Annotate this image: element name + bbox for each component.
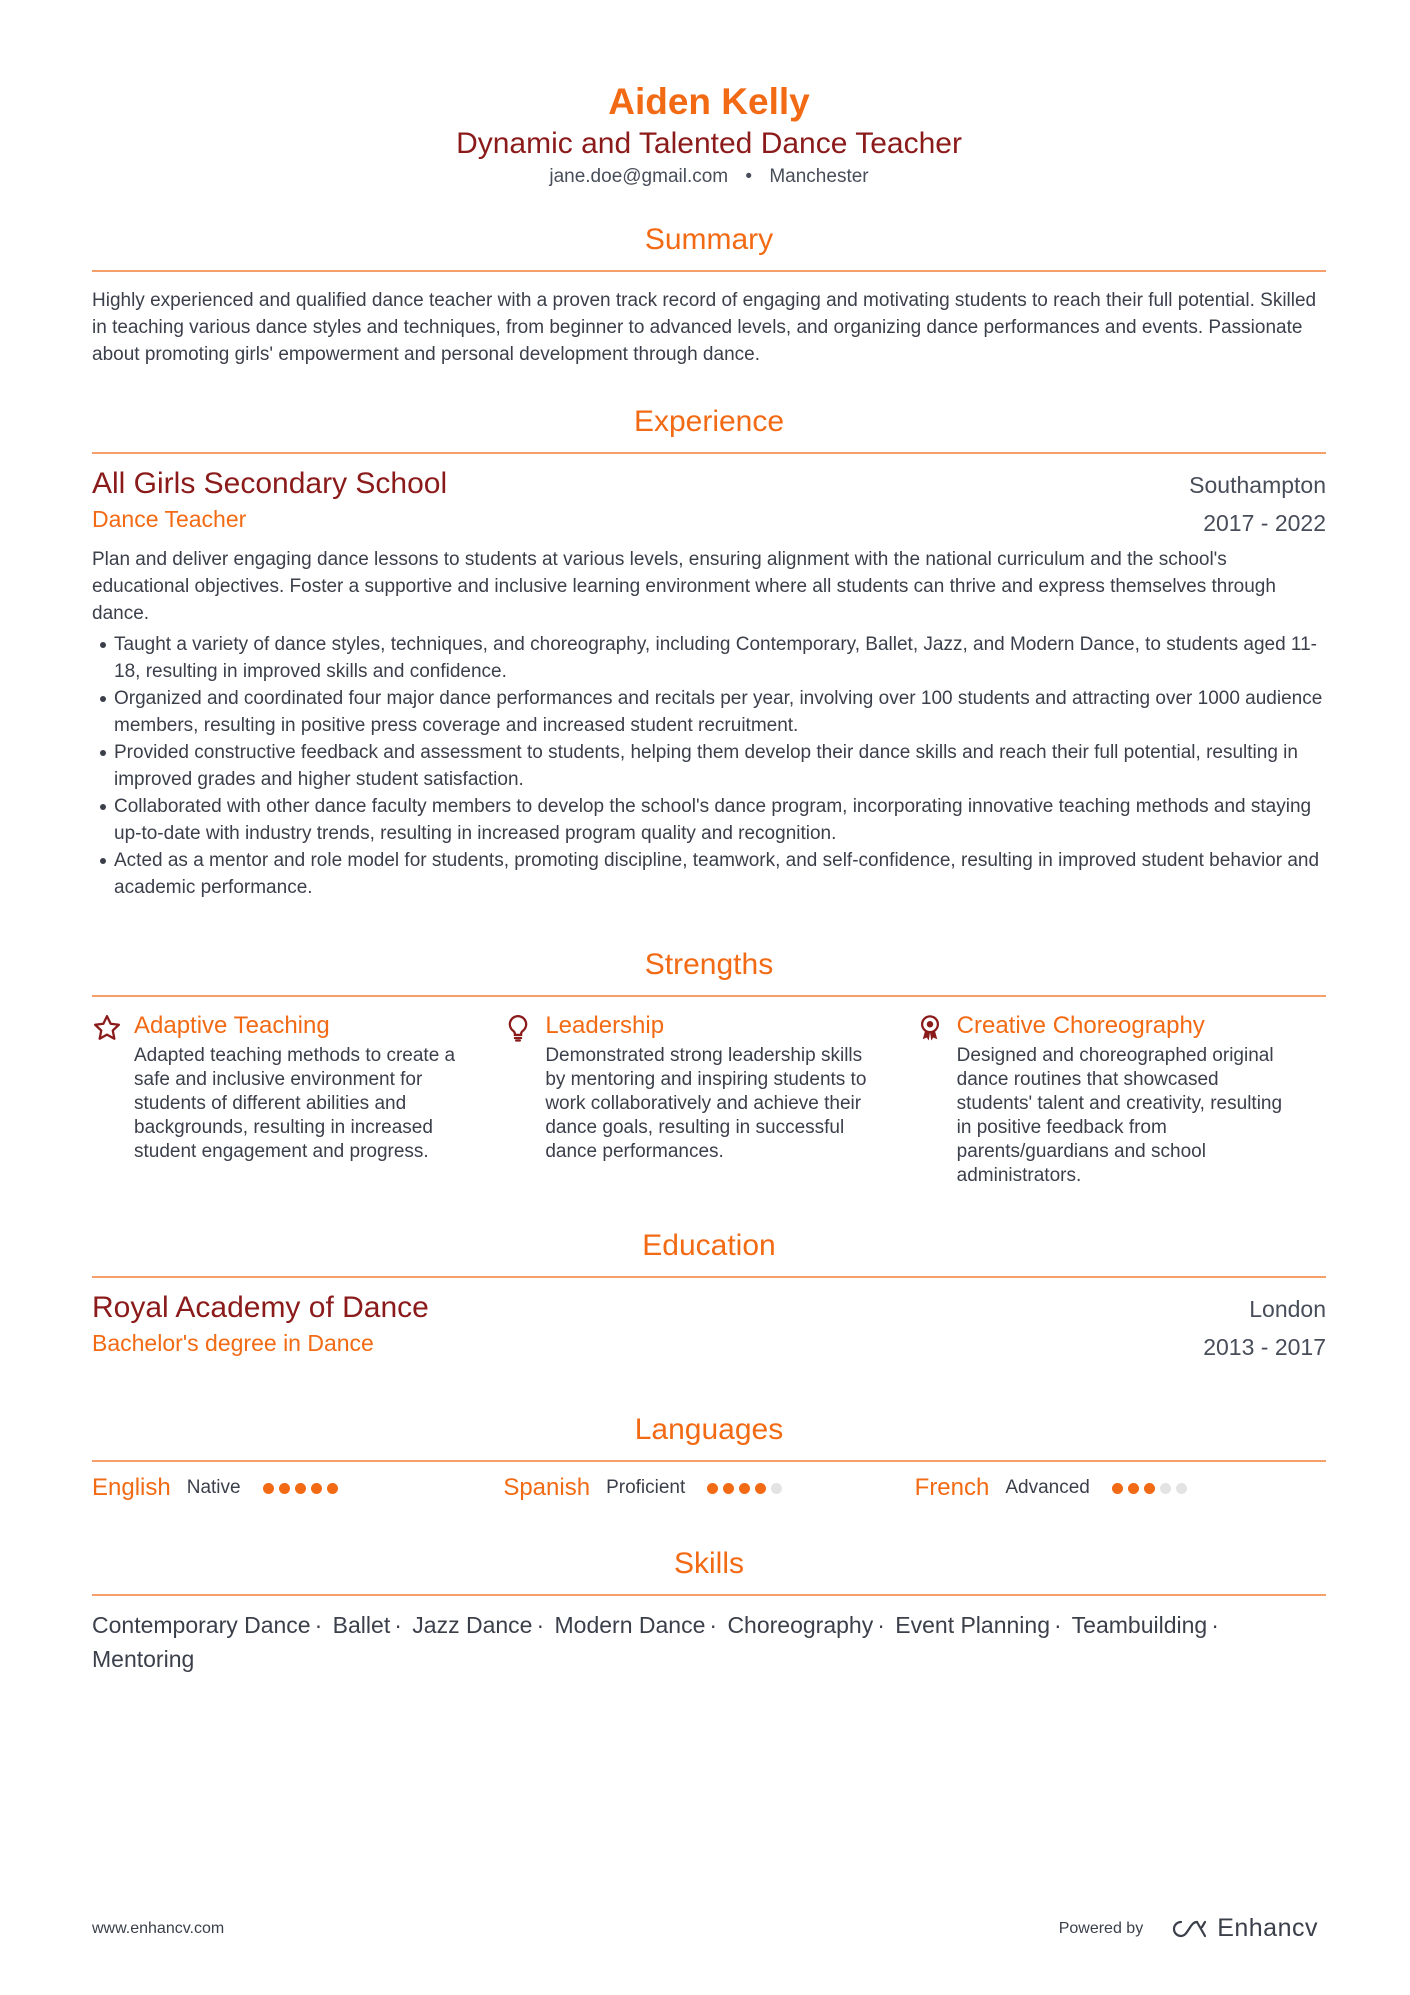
experience-bullet: Provided constructive feedback and assessment to students, helping them develop their dance skills and reach their full potential, resulting in improved grades and higher student satisfaction.: [92, 739, 1326, 793]
strength-description: Demonstrated strong leadership skills by mentoring and inspiring students to work collaboratively and achieve their dance goals, resulting in successful dance performances.: [545, 1045, 867, 1162]
strength-title: Leadership: [545, 1012, 665, 1039]
experience-organization: All Girls Secondary School: [92, 467, 448, 500]
star-icon: [92, 1011, 134, 1188]
education-dates: 2013 - 2017: [1203, 1334, 1326, 1360]
skills-list: [92, 1608, 1326, 1676]
strength-title: Creative Choreography: [956, 1012, 1205, 1039]
skill-separator: ·: [1054, 1612, 1062, 1638]
section-divider: [92, 995, 1326, 997]
rating-dot-filled: [279, 1483, 290, 1494]
skill-item: Event Planning: [895, 1612, 1050, 1638]
location-text: Manchester: [769, 166, 869, 187]
lightbulb-icon: [503, 1011, 545, 1188]
award-ribbon-icon: [915, 1011, 957, 1188]
language-name: Spanish: [503, 1474, 591, 1501]
experience-bullet: Acted as a mentor and role model for students, promoting discipline, teamwork, and self-confidence, resulting in improved student behavior and academic performance.: [92, 847, 1326, 901]
strengths-grid: [92, 1011, 1326, 1188]
language-item: [915, 1474, 1326, 1502]
strength-body: [957, 1011, 1297, 1188]
candidate-name: Aiden Kelly: [608, 81, 810, 122]
rating-dot-filled: [755, 1483, 766, 1494]
education-institution: Royal Academy of Dance: [92, 1291, 429, 1324]
section-divider: [92, 270, 1326, 272]
experience-bullet: Organized and coordinated four major dance performances and recitals per year, involving over 100 students and attracting over 1000 audience members, resulting in positive press coverage and increased student recruitment.: [92, 685, 1326, 739]
education-location: London: [1249, 1296, 1326, 1322]
email-link[interactable]: jane.doe@gmail.com: [549, 166, 729, 187]
experience-role: Dance Teacher: [92, 506, 247, 532]
language-item: [503, 1474, 914, 1502]
language-level: Advanced: [1005, 1477, 1090, 1498]
experience-bullets: [92, 631, 1326, 901]
languages-title: Languages: [634, 1413, 784, 1446]
skill-item: Choreography: [727, 1612, 874, 1638]
skills-section: [92, 1546, 1326, 1676]
rating-dot-empty: [1160, 1483, 1171, 1494]
skill-separator: ·: [877, 1612, 885, 1638]
experience-dates: 2017 - 2022: [1203, 510, 1326, 536]
rating-dot-filled: [1144, 1483, 1155, 1494]
strength-item: [915, 1011, 1326, 1188]
experience-meta: [1189, 466, 1326, 542]
experience-description: Plan and deliver engaging dance lessons to students at various levels, ensuring alignment with the national curriculum and the school's educational objectives. Foster a supportive and inclusive learning environment where all students can thrive and express themselves through dance.: [92, 549, 1276, 624]
skill-item: Contemporary Dance: [92, 1612, 311, 1638]
skill-separator: ·: [1211, 1612, 1219, 1638]
skill-item: Ballet: [332, 1612, 391, 1638]
rating-dot-empty: [1176, 1483, 1187, 1494]
summary-section: [92, 222, 1326, 368]
skill-item: Modern Dance: [554, 1612, 706, 1638]
rating-dot-filled: [707, 1483, 718, 1494]
resume-header: [92, 0, 1326, 188]
rating-dot-filled: [327, 1483, 338, 1494]
section-divider: [92, 1460, 1326, 1462]
education-left: [92, 1290, 429, 1358]
enhancv-logo-icon: [1167, 1917, 1211, 1941]
contact-line: [92, 166, 1326, 188]
strength-item: [503, 1011, 914, 1188]
languages-grid: [92, 1474, 1326, 1502]
strengths-section: [92, 947, 1326, 1188]
strength-title: Adaptive Teaching: [134, 1012, 330, 1039]
language-name: English: [92, 1474, 171, 1501]
rating-dot-filled: [311, 1483, 322, 1494]
education-title: Education: [642, 1229, 776, 1262]
education-item: [92, 1290, 1326, 1366]
strength-item: [92, 1011, 503, 1188]
language-rating: [1112, 1483, 1192, 1494]
skill-separator: ·: [314, 1612, 323, 1638]
skill-item: Teambuilding: [1071, 1612, 1208, 1638]
strength-body: [545, 1011, 885, 1188]
language-item: [92, 1474, 503, 1502]
experience-bullet: Taught a variety of dance styles, techniques, and choreography, including Contemporary, Ballet, Jazz, and Modern Dance, to students aged 11-18, resulting in improved skills and confidence.: [92, 631, 1326, 685]
strengths-title: Strengths: [644, 948, 774, 981]
rating-dot-filled: [1112, 1483, 1123, 1494]
rating-dot-filled: [1128, 1483, 1139, 1494]
languages-section: [92, 1412, 1326, 1502]
powered-by: [1059, 1914, 1318, 1943]
experience-bullet: Collaborated with other dance faculty members to develop the school's dance program, incorporating innovative teaching methods and staying up-to-date with industry trends, resulting in increased program quality and recognition.: [92, 793, 1326, 847]
language-rating: [263, 1483, 343, 1494]
experience-location: Southampton: [1189, 472, 1326, 498]
strength-body: [134, 1011, 474, 1188]
skill-separator: ·: [536, 1612, 545, 1638]
rating-dot-filled: [723, 1483, 734, 1494]
experience-section: [92, 404, 1326, 901]
language-level: Proficient: [606, 1477, 686, 1498]
powered-by-label: Powered by: [1058, 1919, 1144, 1937]
rating-dot-filled: [739, 1483, 750, 1494]
strength-description: Adapted teaching methods to create a safe and inclusive environment for students of different abilities and backgrounds, resulting in increased student engagement and progress.: [134, 1045, 456, 1162]
rating-dot-filled: [295, 1483, 306, 1494]
education-section: [92, 1228, 1326, 1366]
rating-dot-filled: [263, 1483, 274, 1494]
language-name: French: [914, 1474, 990, 1501]
experience-header: [92, 466, 1326, 542]
skills-title: Skills: [673, 1547, 744, 1580]
language-rating: [707, 1483, 787, 1494]
contact-separator: •: [745, 166, 753, 187]
skill-item: Jazz Dance: [412, 1612, 533, 1638]
page-footer: [92, 1914, 1318, 1943]
experience-left: [92, 466, 447, 534]
resume-page: [92, 0, 1326, 1676]
education-meta: [1203, 1290, 1326, 1366]
strength-description: Designed and choreographed original dance routines that showcased students' talent and creativity, resulting in positive feedback from parents/guardians and school administrators.: [956, 1045, 1283, 1186]
skill-separator: ·: [394, 1612, 402, 1638]
summary-title: Summary: [644, 223, 774, 256]
skill-item: Mentoring: [92, 1646, 195, 1672]
footer-url[interactable]: www.enhancv.com: [92, 1919, 225, 1937]
experience-item: [92, 466, 1326, 901]
skill-separator: ·: [709, 1612, 718, 1638]
section-divider: [92, 452, 1326, 454]
summary-text: Highly experienced and qualified dance teacher with a proven track record of engaging and motivating students to reach their full potential. Skilled in teaching various dance styles and techniques, from beginner to advanced levels, and organizing dance performances and events. Passionate about promoting girls' empowerment and personal development through dance.: [92, 290, 1317, 365]
section-divider: [92, 1276, 1326, 1278]
language-level: Native: [186, 1477, 241, 1498]
brand-name: Enhancv: [1217, 1914, 1318, 1942]
section-divider: [92, 1594, 1326, 1596]
rating-dot-empty: [771, 1483, 782, 1494]
candidate-headline: Dynamic and Talented Dance Teacher: [456, 127, 962, 160]
education-degree: Bachelor's degree in Dance: [92, 1330, 374, 1356]
experience-title: Experience: [633, 405, 785, 438]
